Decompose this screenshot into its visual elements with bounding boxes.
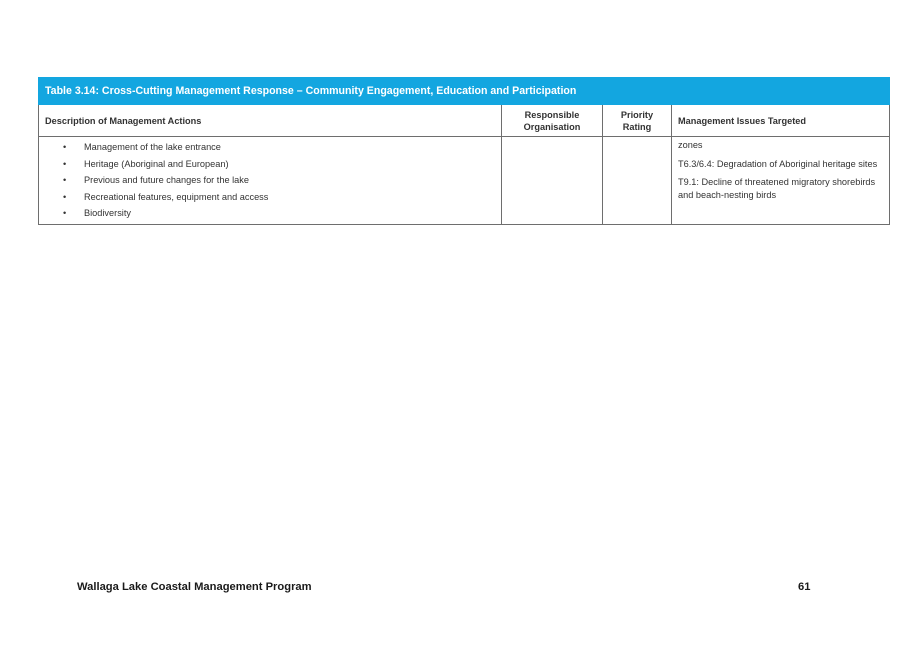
table-header-row (39, 105, 890, 137)
footer-page-number: 61 (798, 581, 811, 593)
action-text: Biodiversity (84, 208, 131, 218)
issue-text: T6.3/6.4: Degradation of Aboriginal heritage sites (678, 158, 878, 169)
bullet-icon: • (63, 208, 67, 218)
header-description: Description of Management Actions (39, 105, 502, 137)
header-management-issues: Management Issues Targeted (672, 105, 890, 137)
management-response-table (38, 77, 890, 225)
issue-text: T9.1: Decline of threatened migratory shorebirds and beach-nesting birds (678, 177, 876, 200)
list-item (39, 141, 501, 153)
action-text: Heritage (Aboriginal and European) (84, 158, 229, 169)
table-caption: Table 3.14: Cross-Cutting Management Response – Community Engagement, Education and Participation (39, 78, 890, 105)
priority-rating-cell (603, 137, 672, 225)
table-row (39, 137, 890, 225)
header-responsible-organisation (502, 105, 603, 137)
bullet-icon: • (63, 175, 67, 185)
issues-cell (672, 137, 890, 225)
list-item (39, 174, 501, 186)
issues-list (672, 137, 889, 201)
footer-document-title: Wallaga Lake Coastal Management Program (77, 581, 312, 593)
actions-list (39, 137, 501, 219)
list-item (39, 158, 501, 170)
action-text: Management of the lake entrance (84, 142, 221, 152)
action-text: Recreational features, equipment and access (84, 191, 269, 202)
bullet-icon: • (63, 158, 67, 169)
list-item (39, 207, 501, 219)
header-priority-line1: Priority (620, 109, 654, 120)
header-responsible-line2: Organisation (523, 121, 581, 132)
bullet-icon: • (63, 191, 67, 202)
list-item (39, 191, 501, 203)
issue-text: zones (678, 140, 703, 150)
header-responsible-line1: Responsible (524, 109, 580, 120)
responsible-organisation-cell (502, 137, 603, 225)
action-text: Previous and future changes for the lake (84, 175, 249, 185)
actions-cell (39, 137, 502, 225)
header-priority-line2: Rating (622, 121, 652, 132)
bullet-icon: • (63, 142, 67, 152)
header-priority-rating (603, 105, 672, 137)
